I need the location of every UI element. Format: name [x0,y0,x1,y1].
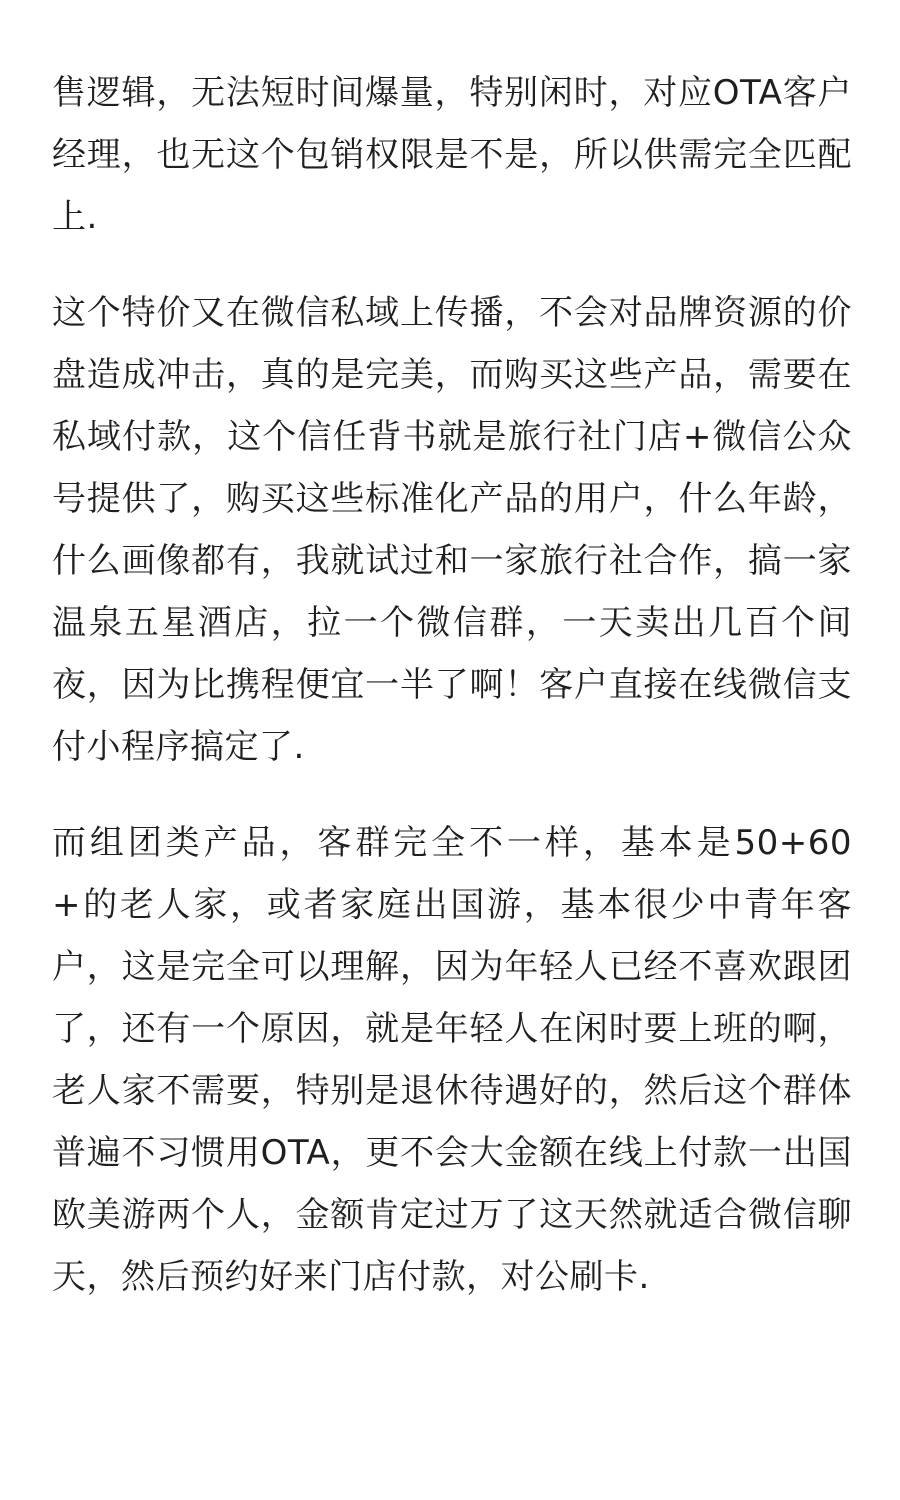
paragraph-1: 售逻辑，无法短时间爆量，特别闲时，对应OTA客户经理，也无这个包销权限是不是，所以供需完全匹配上. [52,73,852,237]
article-body [52,62,852,1342]
paragraph-2: 这个特价又在微信私域上传播，不会对品牌资源的价盘造成冲击，真的是完美，而购买这些产品，需要在私域付款，这个信任背书就是旅行社门店+微信公众号提供了，购买这些标准化产品的用户，什么年龄，什么画像都有，我就试过和一家旅行社合作，搞一家温泉五星酒店，拉一个微信群，一天卖出几百个间夜，因为比携程便宜一半了啊！客户直接在线微信支付小程序搞定了. [52,293,852,767]
paragraph-3: 而组团类产品，客群完全不一样，基本是50+60+的老人家，或者家庭出国游，基本很少中青年客户，这是完全可以理解，因为年轻人已经不喜欢跟团了，还有一个原因，就是年轻人在闲时要上班的啊，老人家不需要，特别是退休待遇好的，然后这个群体普遍不习惯用OTA，更不会大金额在线上付款一出国欧美游两个人，金额肯定过万了这天然就适合微信聊天，然后预约好来门店付款，对公刷卡. [52,823,852,1297]
